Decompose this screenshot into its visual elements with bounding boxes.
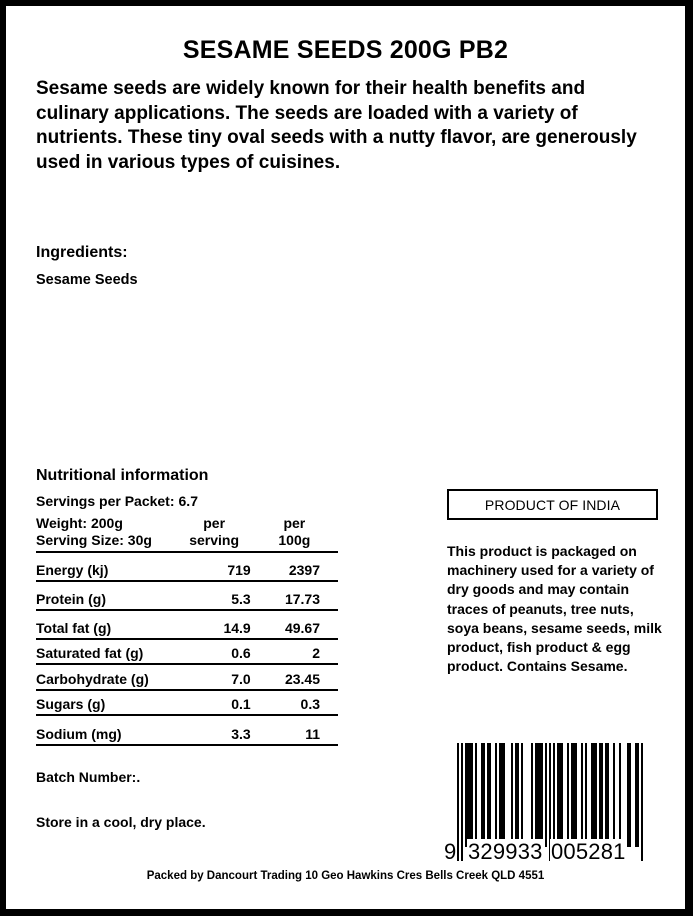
barcode-bar [535,743,537,847]
nutrient-label: Protein (g) [36,591,106,607]
barcode-bar [517,743,519,847]
barcode-bar [629,743,631,847]
barcode-bar [637,743,639,847]
barcode-bar [581,743,583,847]
barcode-bar [559,743,561,847]
nutrition-row [36,715,338,745]
barcode-bar [537,743,539,847]
barcode-bar [541,743,543,847]
barcode-bar [605,743,607,847]
barcode-bar [575,743,577,847]
product-description: Sesame seeds are widely known for their health benefits and culinary applications. The seeds are loaded with a variety of nutrients. These tiny oval seeds with a nutty flavor, are generously used in various types of cuisines. [36,78,637,173]
serving-size-label: Serving Size: 30g [36,532,152,548]
nutrition-row [36,690,338,715]
per-100g-value: 2397 [288,562,320,578]
nutrition-row [36,664,338,690]
barcode-bar [511,743,513,847]
barcode-first-digit: 9 [444,839,457,864]
per-serving-value: 0.6 [231,645,251,661]
barcode-bar [489,743,491,847]
origin-box [447,489,658,520]
per-serving-value: 14.9 [223,620,251,636]
per-serving-header-line2: serving [189,532,240,548]
barcode-digits [443,839,643,869]
per-100g-value: 2 [312,645,320,661]
nutrition-heading: Nutritional information [36,467,209,484]
barcode-bar [627,743,629,847]
per-serving-header [178,515,251,552]
barcode-bar [567,743,569,847]
nutrient-label: Saturated fat (g) [36,645,144,661]
barcode-bar [539,743,541,847]
barcode-bar [591,743,593,847]
per-serving-value: 719 [227,562,251,578]
per-serving-value: 3.3 [231,726,251,742]
barcode-right-group: 005281 [551,839,626,864]
barcode-bar [471,743,473,847]
per-100g-header-line1: per [283,515,306,531]
barcode-bar [601,743,603,847]
barcode-bar [595,743,597,847]
weight-serving-header [36,515,178,552]
barcode-bar [481,743,483,847]
nutrient-label: Sugars (g) [36,696,106,712]
barcode-bar [545,743,547,847]
barcode-bar [531,743,533,847]
barcode-bar [635,743,637,847]
nutrient-label: Energy (kj) [36,562,109,578]
barcode-bar [573,743,575,847]
barcode-bar [585,743,587,847]
product-title: SESAME SEEDS 200G PB2 [182,36,509,64]
weight-label: Weight: 200g [36,515,123,531]
barcode-left-group: 329933 [468,839,543,864]
nutrient-label: Total fat (g) [36,620,112,636]
barcode-bar [503,743,505,847]
per-serving-header-line1: per [203,515,226,531]
barcode-bar [619,743,621,847]
product-label [6,6,685,909]
barcode-bar [465,743,467,847]
nutrition-table [36,515,338,746]
nutrient-label: Carbohydrate (g) [36,671,149,687]
barcode-bar [469,743,471,847]
nutrition-row [36,610,338,639]
batch-number: Batch Number:. [36,769,141,785]
nutrition-row [36,581,338,610]
packed-by: Packed by Dancourt Trading 10 Geo Hawkins Cres Bells Creek QLD 4551 [146,870,545,882]
barcode-bar [495,743,497,847]
barcode-bar [613,743,615,847]
allergen-statement: This product is packaged on machinery used for a variety of dry goods and may contain traces of peanuts, tree nuts, soya beans, sesame seeds, milk product, fish product & egg product. Contains Sesame. [447,543,662,675]
servings-value: 6.7 [178,493,198,509]
storage-instructions: Store in a cool, dry place. [36,814,206,830]
servings-per-packet [36,493,198,509]
ingredients-list: Sesame Seeds [36,272,138,288]
barcode-bar [607,743,609,847]
per-100g-header-line2: 100g [278,532,311,548]
barcode-bar [593,743,595,847]
origin-text: PRODUCT OF INDIA [484,496,621,513]
ingredients-heading: Ingredients: [36,244,128,261]
barcode-bar [467,743,469,847]
barcode-bar [501,743,503,847]
per-100g-value: 23.45 [284,671,320,687]
servings-label: Servings per Packet: [36,493,175,509]
barcode-bar [515,743,517,847]
nutrition-table-header [36,515,338,552]
barcode-bar [557,743,559,847]
per-100g-value: 49.67 [284,620,320,636]
per-100g-value: 0.3 [300,696,320,712]
barcode-bar [499,743,501,847]
barcode [443,743,643,870]
per-serving-value: 7.0 [231,671,251,687]
barcode-bar [487,743,489,847]
barcode-bar [599,743,601,847]
per-serving-value: 0.1 [231,696,251,712]
barcode-bar [475,743,477,847]
nutrition-rows [36,552,338,745]
nutrition-row [36,552,338,581]
barcode-bar [521,743,523,847]
nutrient-label: Sodium (mg) [36,726,122,742]
barcode-bar [483,743,485,847]
nutrition-row [36,639,338,664]
per-serving-value: 5.3 [231,591,251,607]
barcode-bar [561,743,563,847]
per-100g-value: 11 [305,726,320,742]
barcode-bar [571,743,573,847]
per-100g-value: 17.73 [284,591,320,607]
per-100g-header [251,515,338,552]
